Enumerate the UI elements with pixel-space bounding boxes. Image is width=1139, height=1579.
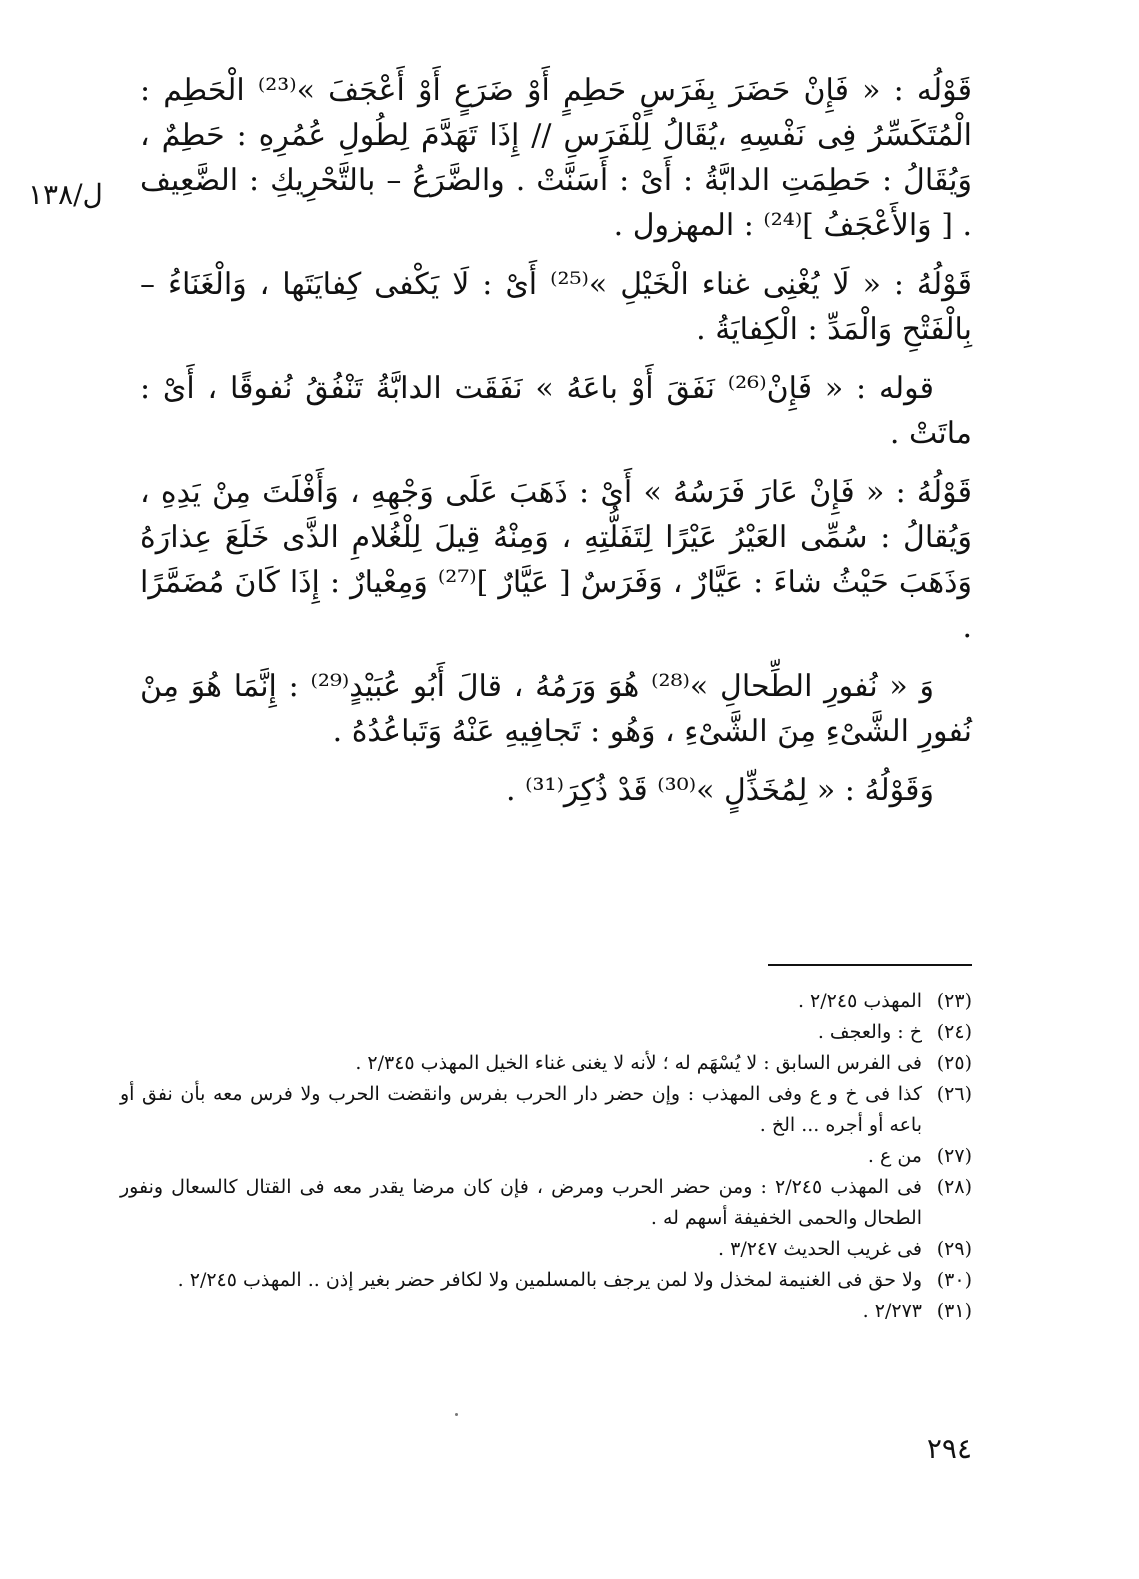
footnote-number: (٢٤)	[936, 1021, 972, 1043]
paragraph-ghanaa: قَوْلُهُ : « لَا يُغْنِى غناء الْخَيْلِ »⁽²⁵⁾ أَىْ : لَا يَكْفى كِفايَتَها ، وَالْغَنَاءُ – بِالْفَتْحِ وَالْمَدِّ : الْكِفايَةُ .	[140, 267, 972, 347]
footnotes	[120, 986, 972, 1327]
paragraph-ara: قَوْلُهُ : « فَإِنْ عَارَ فَرَسُهُ » أَىْ : ذَهَبَ عَلَى وَجْهِهِ ، وَأَفْلَتَ مِنْ يَدِهِ ، وَيُقالُ : سُمِّى العَيْرُ عَيْرًا لِتَفَلُّتِهِ ، وَمِنْهُ قِيلَ لِلْغُلامِ الذَّى خَلَعَ عِذارَهُ وَذَهَبَ حَيْثُ شاءَ : عَيَّارٌ ، وَفَرَسٌ [ عَيَّارٌ ]⁽²⁷⁾ وَمِعْيارٌ : إِذَا كَانَ مُضَمَّرًا .	[140, 475, 972, 645]
footnote-number: (٢٣)	[936, 990, 972, 1012]
footnote-text: ولا حق فى الغنيمة لمخذل ولا لمن يرجف بالمسلمين ولا لكافر حضر بغير إذن .. المهذب ٢/٢٤٥ .	[177, 1269, 922, 1291]
footnote	[120, 1265, 972, 1296]
paragraph-nufur: وَ « نُفورِ الطِّحالِ »⁽²⁸⁾ هُوَ وَرَمُهُ ، قالَ أَبُو عُبَيْدٍ⁽²⁹⁾ : إِنَّمَا هُوَ مِنْ نُفورِ الشَّىْءِ مِنَ الشَّىْءِ ، وَهُو : تَجافِيهِ عَنْهُ وَتَباعُدُهُ .	[140, 669, 972, 749]
footnote-text: من ع .	[867, 1145, 922, 1167]
footnote-number: (٢٥)	[936, 1052, 972, 1074]
footnote-number: (٢٦)	[936, 1083, 972, 1105]
footnote	[120, 1017, 972, 1048]
footnote	[120, 1079, 972, 1141]
main-text	[140, 68, 972, 827]
footnote	[120, 986, 972, 1017]
footnote-number: (٣٠)	[936, 1269, 972, 1291]
manuscript-folio-note: ل/١٣٨	[28, 178, 103, 211]
footnote-number: (٣١)	[936, 1300, 972, 1322]
paragraph-hatim: قَوْلُه : « فَإِنْ حَضَرَ بِفَرَسٍ حَطِمٍ أَوْ ضَرَعٍ أَوْ أَعْجَفَ »⁽²³⁾ الْحَطِم : الْمُتَكَسِّرُ فِى نَفْسِهِ ،يُقَالُ لِلْفَرَسِ // إِذَا تَهَدَّمَ لِطُولِ عُمُرِهِ : حَطِمٌ ، وَيُقَالُ : حَطِمَتِ الدابَّةُ : أَىْ : أَسَنَّتْ . والضَّرَعُ – بالتَّحْرِيكِ : الضَّعِيف . [ وَالأَعْجَفُ ]⁽²⁴⁾ : المهزول .	[140, 73, 972, 243]
footnote-text: فى المهذب ٢/٢٤٥ : ومن حضر الحرب ومرض ، فإن كان مرضا يقدر معه فى القتال كالسعال ونفور الطحال والحمى الخفيفة أسهم له .	[120, 1176, 922, 1229]
footnote-text: كذا فى خ و ع وفى المهذب : وإن حضر دار الحرب بفرس وانقضت الحرب ولا فرس معه بأن نفق أو باعه أو أجره ... الخ .	[120, 1083, 922, 1136]
footnote-text: فى غريب الحديث ٣/٢٤٧ .	[718, 1238, 922, 1260]
footnote-separator	[768, 964, 972, 966]
footnote-text: فى الفرس السابق : لا يُسْهَم له ؛ لأنه لا يغنى غناء الخيل المهذب ٢/٣٤٥ .	[355, 1052, 922, 1074]
footnote-number: (٢٩)	[936, 1238, 972, 1260]
footnote-text: خ : والعجف .	[817, 1021, 922, 1043]
footnote	[120, 1048, 972, 1079]
footnote	[120, 1296, 972, 1327]
footnote	[120, 1172, 972, 1234]
footnote	[120, 1141, 972, 1172]
footnote-text: المهذب ٢/٢٤٥ .	[797, 990, 922, 1012]
footnote	[120, 1234, 972, 1265]
footnote-number: (٢٧)	[936, 1145, 972, 1167]
footnote-number: (٢٨)	[936, 1176, 972, 1198]
footnote-text: ٢/٢٧٣ .	[862, 1300, 922, 1322]
page-number: ٢٩٤	[926, 1432, 972, 1465]
scan-speck	[455, 1413, 458, 1416]
paragraph-nafaqa: قوله : « فَإِنْ⁽²⁶⁾ نَفَقَ أَوْ باعَهُ » نَفَقَت الدابَّةُ تَنْفُقُ نُفوقًا ، أَىْ : ماتَتْ .	[140, 371, 972, 451]
paragraph-mukhadhil: وَقَوْلُهُ : « لِمُخَذِّلٍ »⁽³⁰⁾ قَدْ ذُكِرَ⁽³¹⁾ .	[506, 773, 934, 808]
